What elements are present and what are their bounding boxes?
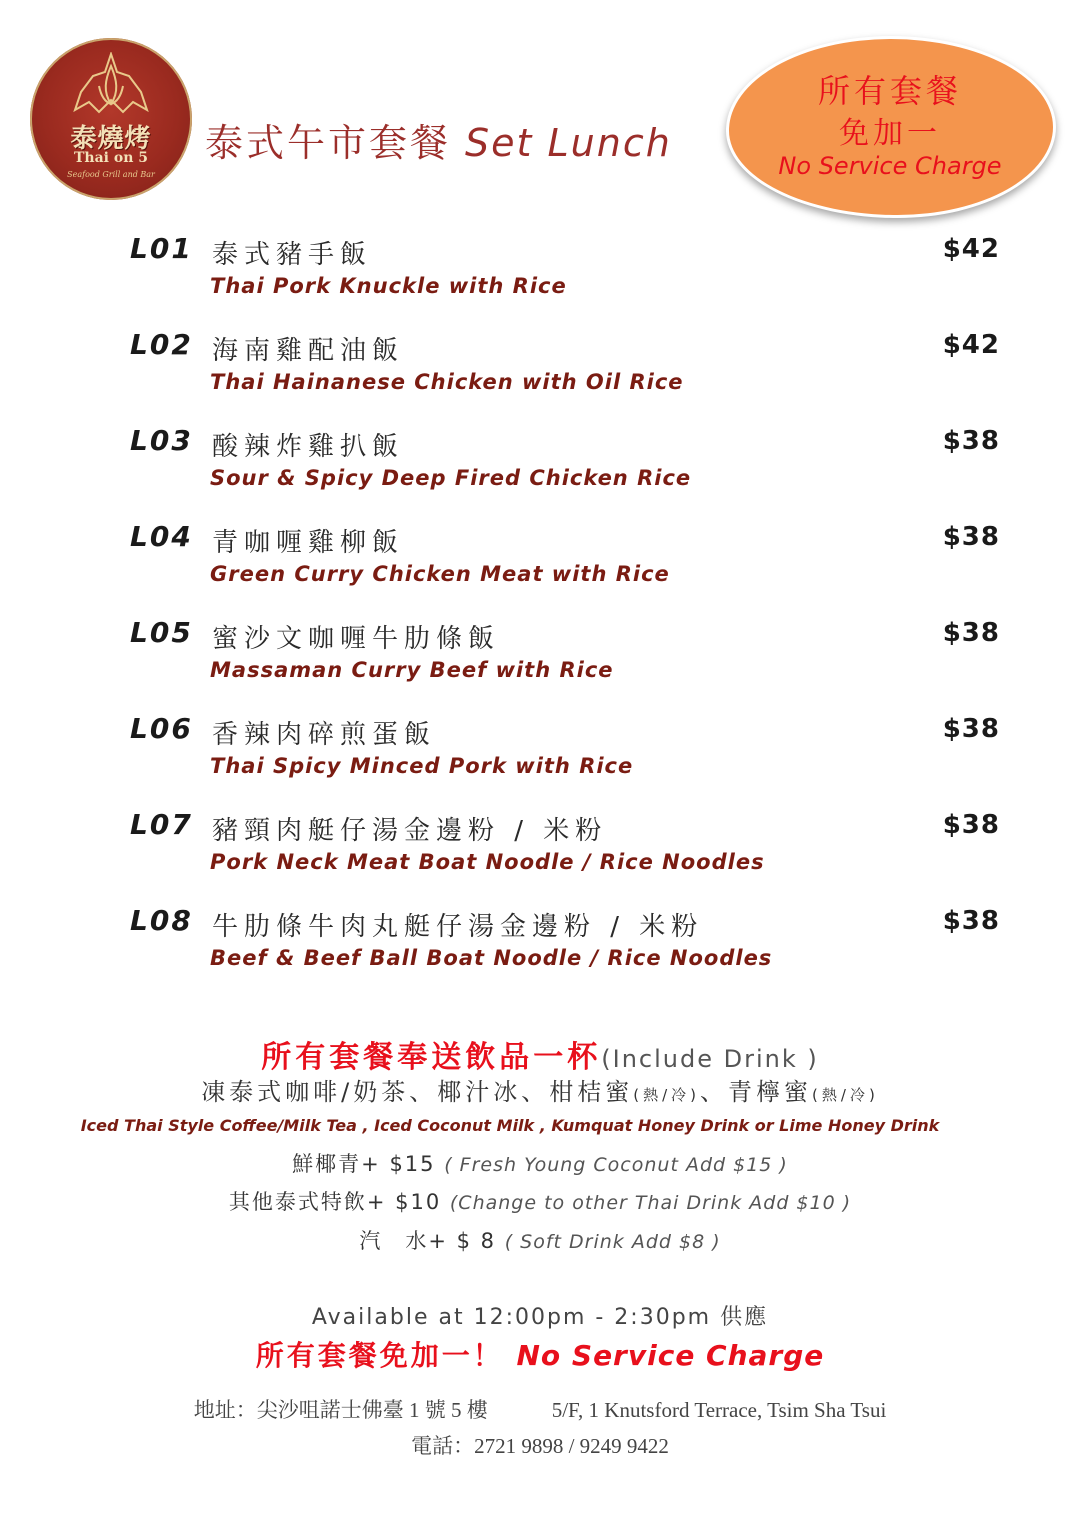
item-name-english: Thai Pork Knuckle with Rice <box>210 274 567 298</box>
drink-note-a: (熱/冷) <box>633 1086 701 1104</box>
telephone: 電話：2721 9898 / 9249 9422 <box>411 1434 669 1458</box>
item-price: $38 <box>942 810 1000 840</box>
item-price: $38 <box>942 522 1000 552</box>
item-code: L07 <box>130 808 193 841</box>
menu-item <box>130 616 1010 712</box>
address <box>0 1394 1080 1424</box>
drink-list-chinese-b: 、青檸蜜 <box>700 1078 813 1106</box>
item-price: $38 <box>942 618 1000 648</box>
address-english: 5/F, 1 Knutsford Terrace, Tsim Sha Tsui <box>551 1398 887 1422</box>
menu-item <box>130 712 1010 808</box>
menu-item <box>130 328 1010 424</box>
addon-chinese: 其他泰式特飲+ $10 <box>228 1190 442 1214</box>
page-title <box>205 112 672 167</box>
addon-line <box>0 1225 1080 1255</box>
item-price: $38 <box>942 906 1000 936</box>
addon-english: (Change to other Thai Drink Add $10 ) <box>449 1192 852 1214</box>
availability-hours: Available at 12:00pm - 2:30pm 供應 <box>311 1305 769 1330</box>
addon-english: ( Soft Drink Add $8 ) <box>504 1231 721 1253</box>
item-name-chinese: 青咖喱雞柳飯 <box>212 528 405 558</box>
badge-line-3: No Service Charge <box>778 152 1002 180</box>
badge-line-2: 免加一 <box>839 116 941 151</box>
drink-heading-english: (Include Drink ) <box>601 1045 819 1073</box>
item-code: L01 <box>130 232 193 265</box>
item-name-english: Thai Hainanese Chicken with Oil Rice <box>210 370 684 394</box>
drink-heading-chinese: 所有套餐奉送飲品一杯 <box>261 1040 602 1075</box>
drink-list-chinese-a: 凍泰式咖啡/奶茶、椰汁冰、柑桔蜜 <box>201 1078 634 1106</box>
item-name-chinese: 牛肋條牛肉丸艇仔湯金邊粉 / 米粉 <box>212 912 704 942</box>
item-name-english: Green Curry Chicken Meat with Rice <box>210 562 670 586</box>
item-code: L08 <box>130 904 193 937</box>
addon-chinese: 汽 水+ $ 8 <box>359 1229 497 1253</box>
address-chinese: 地址：尖沙咀諾士佛臺 1 號 5 樓 <box>193 1398 488 1422</box>
logo-chinese-name: 泰燒烤 <box>70 124 152 154</box>
item-price: $42 <box>942 330 1000 360</box>
temple-roof-icon <box>71 52 151 122</box>
item-name-english: Thai Spicy Minced Pork with Rice <box>210 754 634 778</box>
addon-english: ( Fresh Young Coconut Add $15 ) <box>444 1154 788 1176</box>
drink-heading <box>0 1032 1080 1076</box>
drink-list-english: Iced Thai Style Coffee/Milk Tea , Iced Coconut Milk , Kumquat Honey Drink or Lime Honey Drink <box>80 1116 940 1135</box>
logo-english-name: Thai on 5 <box>74 150 148 166</box>
drink-list-chinese <box>0 1072 1080 1107</box>
menu-item <box>130 424 1010 520</box>
item-name-chinese: 豬頸肉艇仔湯金邊粉 / 米粉 <box>212 816 608 846</box>
item-name-chinese: 香辣肉碎煎蛋飯 <box>212 720 437 750</box>
item-name-chinese: 海南雞配油飯 <box>212 336 405 366</box>
item-code: L04 <box>130 520 193 553</box>
item-code: L05 <box>130 616 193 649</box>
addon-line <box>0 1186 1080 1216</box>
title-chinese: 泰式午市套餐 <box>205 121 452 165</box>
item-price: $38 <box>942 714 1000 744</box>
menu-item <box>130 232 1010 328</box>
restaurant-logo <box>30 38 192 200</box>
badge-line-1: 所有套餐 <box>817 72 962 110</box>
menu-item <box>130 904 1010 1000</box>
item-name-english: Massaman Curry Beef with Rice <box>210 658 614 682</box>
addon-line <box>0 1148 1080 1178</box>
item-price: $42 <box>942 234 1000 264</box>
no-service-charge-badge <box>720 30 1060 230</box>
addon-chinese: 鮮椰青+ $15 <box>292 1152 436 1176</box>
nosc-english: No Service Charge <box>516 1339 825 1372</box>
item-name-chinese: 泰式豬手飯 <box>212 240 373 270</box>
logo-tagline: Seafood Grill and Bar <box>67 170 155 179</box>
item-name-chinese: 蜜沙文咖喱牛肋條飯 <box>212 624 501 654</box>
item-price: $38 <box>942 426 1000 456</box>
title-english: Set Lunch <box>465 121 672 165</box>
nosc-chinese: 所有套餐免加一！ <box>255 1339 504 1372</box>
item-code: L02 <box>130 328 193 361</box>
menu-item <box>130 808 1010 904</box>
item-name-english: Sour & Spicy Deep Fired Chicken Rice <box>210 466 692 490</box>
no-service-charge-note <box>0 1334 1080 1374</box>
item-name-chinese: 酸辣炸雞扒飯 <box>212 432 405 462</box>
item-code: L03 <box>130 424 193 457</box>
menu-item <box>130 520 1010 616</box>
item-name-english: Pork Neck Meat Boat Noodle / Rice Noodles <box>210 850 765 874</box>
drink-note-b: (熱/冷) <box>812 1086 879 1104</box>
item-name-english: Beef & Beef Ball Boat Noodle / Rice Noodles <box>210 946 773 970</box>
item-code: L06 <box>130 712 193 745</box>
